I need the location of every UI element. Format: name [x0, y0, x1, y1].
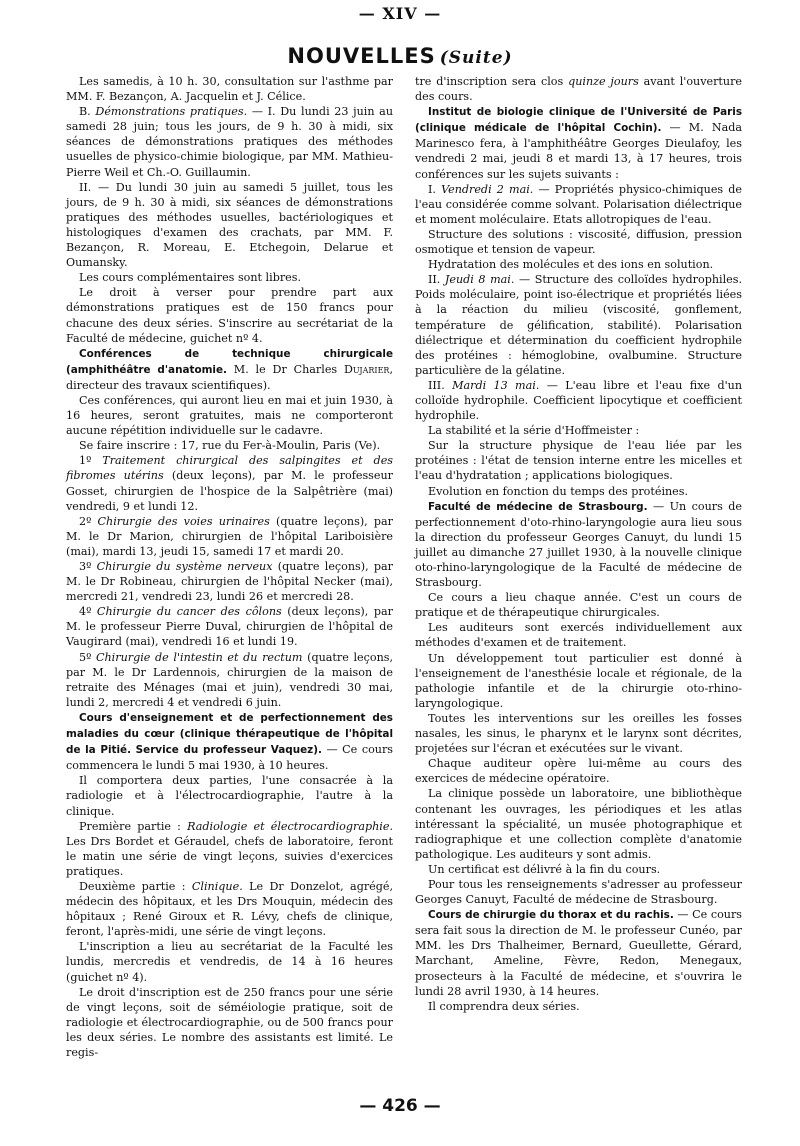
italic-text: Vendredi 2 mai.	[441, 182, 534, 196]
paragraph	[66, 346, 393, 393]
paragraph: Le droit à verser pour prendre part aux démonstrations pratiques est de 150 francs pour chacune des deux séries. S'inscrire au secrétariat de la Faculté de médecine, guichet nº 4.	[66, 286, 393, 345]
paragraph	[66, 604, 393, 649]
section-title	[0, 44, 800, 68]
paragraph	[415, 907, 742, 999]
text: — Propriétés physico-chimiques de l'eau considérée comme solvant. Polarisation diélectrique et moment moléculaire. Etats allotropiques de l'eau.	[415, 182, 743, 226]
paragraph: Les samedis, à 10 h. 30, consultation sur l'asthme par MM. F. Bezançon, A. Jacquelin et J. Célice.	[66, 75, 393, 104]
bold-heading: Cours de chirurgie du thorax et du rachis.	[428, 909, 674, 922]
bold-heading: Cours d'enseignement et de perfectionnement des maladies du cœur (clinique thérapeutique de l'hôpital de la Pitié. Service du professeur Vaquez).	[66, 711, 393, 757]
text: — I. Du lundi 23 juin au samedi 28 juin; tous les jours, de 9 h. 30 à midi, six séances de démonstrations pratiques des méthodes usuelles de physico-chimie biologique, par MM. Mathieu-Pierre Weil et Ch.-O. Guillaumin.	[66, 105, 393, 179]
paragraph: Les auditeurs sont exercés individuellement aux méthodes d'examen et de traitement.	[415, 621, 742, 650]
paragraph	[66, 819, 393, 879]
title-text: NOUVELLES	[287, 44, 436, 68]
paragraph: II. — Du lundi 30 juin au samedi 5 juillet, tous les jours, de 9 h. 30 à midi, six séances de démonstrations pratiques des méthodes usuelles, bactériologiques et histologiques d'examen des crachats, par MM. F. Bezançon, R. Moreau, E. Etchegoin, Delarue et Oumansky.	[66, 180, 393, 270]
text: B.	[79, 105, 96, 119]
paragraph	[415, 182, 742, 227]
paragraph	[415, 104, 742, 181]
paragraph: Les cours complémentaires sont libres.	[79, 271, 301, 285]
paragraph: Ce cours a lieu chaque année. C'est un cours de pratique et de thérapeutique chirurgicales.	[415, 591, 742, 620]
roman-page-number: — XIV —	[358, 4, 442, 23]
italic-text: Chirurgie des voies urinaires	[97, 514, 270, 528]
paragraph: Hydratation des molécules et des ions en solution.	[428, 258, 714, 272]
paragraph: Se faire inscrire : 17, rue du Fer-à-Moulin, Paris (Ve).	[79, 439, 381, 453]
text: 3º	[79, 560, 97, 573]
paragraph: Structure des solutions : viscosité, diffusion, pression osmotique et tension de vapeur.	[415, 227, 742, 257]
paragraph: L'inscription a lieu au secrétariat de la Faculté les lundis, mercredis et vendredis, de 14 à 16 heures (guichet nº 4).	[66, 940, 393, 984]
paragraph	[66, 650, 393, 710]
italic-text: Chirurgie du cancer des côlons	[96, 605, 282, 619]
text: M. le Dr Charles	[226, 362, 344, 376]
text: (quatre leçons), par M. le Dr Robineau, chirurgien de l'hôpital Necker (mai), mercredi 21, vendredi 23, lundi 26 et mercredi 28.	[66, 560, 394, 604]
italic-text: Traitement chirurgical des salpingites et des fibromes utérins	[66, 454, 394, 483]
paragraph	[66, 514, 393, 559]
paragraph	[415, 272, 742, 378]
italic-text: Démonstrations pratiques.	[95, 105, 248, 119]
italic-text: Clinique.	[191, 879, 243, 893]
italic-text: Radiologie et électrocardiographie.	[187, 819, 393, 833]
italic-text: Chirurgie de l'intestin et du rectum	[95, 650, 303, 664]
text: — Ce cours commencera le lundi 5 mai 1930, à 10 heures.	[66, 743, 393, 773]
paragraph	[415, 378, 742, 423]
paragraph: Le droit d'inscription est de 250 francs pour une série de vingt leçons, soit de séméiologie pratique, soit de radiologie et électrocardiographie, ou de 500 francs pour les deux séries. Le nombre des assistants est limité. Le regis-	[66, 985, 393, 1059]
text: (quatre leçons), par M. le Dr Marion, chirurgien de l'hôpital Lariboisière (mai), mardi 13, jeudi 15, samedi 17 et mardi 20.	[66, 514, 393, 558]
text: Deuxième partie :	[79, 879, 192, 893]
text: avant l'ouverture des cours.	[415, 75, 743, 104]
text: — Structure des colloïdes hydrophiles. Poids moléculaire, point iso-électrique et propriétés liées à la réaction du milieu (viscosité, gonflement, température de gélification, stabilité). Polarisation diélectrique et détermination du coefficient hydrophile des protéines : hémoglobine, ovalbumine. Structure particulière de la gélatine.	[415, 273, 742, 377]
italic-text: Jeudi 8 mai.	[444, 273, 515, 287]
paragraph: Toutes les interventions sur les oreilles les fosses nasales, les sinus, le pharynx et le larynx sont décrites, projetées sur l'écran et exécutées sur le vivant.	[415, 711, 742, 756]
text: I.	[428, 182, 442, 196]
paragraph	[66, 104, 393, 179]
paragraph	[66, 879, 393, 939]
paragraph	[66, 559, 393, 604]
text: Le Dr Donzelot, agrégé, médecin des hôpitaux, et les Drs Mouquin, médecin des hôpitaux ; René Giroux et R. Lévy, chefs de clinique, feront, l'après-midi, une série de vingt leçons.	[66, 879, 394, 939]
text: III.	[428, 378, 453, 392]
paragraph: Evolution en fonction du temps des protéines.	[428, 484, 689, 498]
small-caps-name: Dujarier	[343, 362, 390, 376]
paragraph	[66, 710, 393, 773]
paragraph: Il comprendra deux séries.	[428, 999, 580, 1013]
text: 1º	[79, 454, 103, 468]
paragraph: La clinique possède un laboratoire, une bibliothèque contenant les ouvrages, les périodiques et les atlas intéressant la spécialité, un musée photographique et radiographique et une collection complète d'anatomie pathologique. Les auditeurs y sont admis.	[415, 787, 742, 861]
paragraph	[415, 74, 742, 104]
paragraph: Pour tous les renseignements s'adresser au professeur Georges Canuyt, Faculté de médecine de Strasbourg.	[415, 877, 742, 907]
paragraph: Un développement tout particulier est donné à l'enseignement de l'anesthésie locale et régionale, de la pathologie infantile et de la chirurgie oto-rhino-laryngologique.	[415, 651, 742, 710]
right-column	[415, 74, 742, 1014]
text: — Un cours de perfectionnement d'oto-rhino-laryngologie aura lieu sous la direction du professeur Georges Canuyt, du lundi 15 juillet au dimanche 27 juillet 1930, à la nouvelle clinique oto-rhino-laryngologique de la Faculté de médecine de Strasbourg.	[415, 499, 742, 590]
italic-text: Mardi 13 mai.	[452, 378, 540, 392]
text: 4º	[79, 605, 97, 619]
text: 5º	[79, 650, 96, 664]
paragraph	[415, 499, 742, 591]
text: — Ce cours sera fait sous la direction de M. le professeur Cunéo, par MM. les Drs Thalheimer, Bernard, Gueullette, Gérard, Marchant, Ameline, Fèvre, Redon, Menegaux, prosecteurs à la Faculté de médecine, et s'ouvrira le lundi 28 avril 1930, à 14 heures.	[415, 908, 743, 998]
text: — L'eau libre et l'eau fixe d'un colloïde hydrophile. Coefficient lipocytique et coefficient hydrophile.	[415, 378, 742, 423]
text: tre d'inscription sera clos	[415, 75, 569, 88]
text: Les Drs Bordet et Géraudel, chefs de laboratoire, feront le matin une série de vingt leçons, suivies d'exercices pratiques.	[66, 834, 393, 878]
text: (deux leçons), par M. le professeur Gosset, chirurgien de l'hospice de la Salpêtrière (mai) vendredi, 9 et lundi 12.	[66, 469, 393, 513]
left-column	[66, 74, 393, 1060]
paragraph: Un certificat est délivré à la fin du cours.	[428, 862, 661, 876]
bold-heading: Institut de biologie clinique de l'Université de Paris (clinique médicale de l'hôpital Cochin).	[415, 106, 742, 135]
paragraph	[66, 453, 393, 513]
italic-text: quinze jours	[568, 75, 639, 88]
title-suffix: (Suite)	[439, 48, 513, 68]
italic-text: Chirurgie du système nerveux	[96, 560, 273, 573]
paragraph: Sur la structure physique de l'eau liée par les protéines : l'état de tension interne entre les micelles et l'eau d'hydratation ; applications biologiques.	[415, 439, 742, 483]
page-number: — 426 —	[359, 1096, 441, 1116]
text: II.	[428, 273, 445, 287]
paragraph: La stabilité et la série d'Hoffmeister :	[428, 424, 640, 438]
paragraph: Ces conférences, qui auront lieu en mai et juin 1930, à 16 heures, seront gratuites, mais ne comporteront aucune répétition individuelle sur le cadavre.	[66, 393, 393, 438]
bold-heading: Faculté de médecine de Strasbourg.	[428, 500, 648, 513]
text: (quatre leçons, par M. le Dr Lardennois, chirurgien de la maison de retraite des Ménages (mai et juin), vendredi 30 mai, lundi 2, mercredi 4 et vendredi 6 juin.	[66, 650, 393, 709]
text: — M. Nada Marinesco fera, à l'amphithéâtre Georges Dieulafoy, les vendredi 2 mai, jeudi 8 et mardi 13, à 17 heures, trois conférences sur les sujets suivants :	[415, 121, 742, 181]
text: 2º	[79, 514, 98, 528]
bold-heading: Conférences de technique chirurgicale (amphithéâtre d'anatomie.	[66, 347, 393, 376]
paragraph: Chaque auditeur opère lui-même au cours des exercices de médecine opératoire.	[415, 757, 742, 786]
text: (deux leçons), par M. le professeur Pierre Duval, chirurgien de l'hôpital de Vaugirard (mai), vendredi 16 et lundi 19.	[66, 605, 393, 649]
paragraph: Il comportera deux parties, l'une consacrée à la radiologie et à l'électrocardiographie, l'autre à la clinique.	[66, 774, 393, 818]
text: Première partie :	[79, 819, 188, 833]
text: , directeur des travaux scientifiques).	[66, 362, 393, 392]
